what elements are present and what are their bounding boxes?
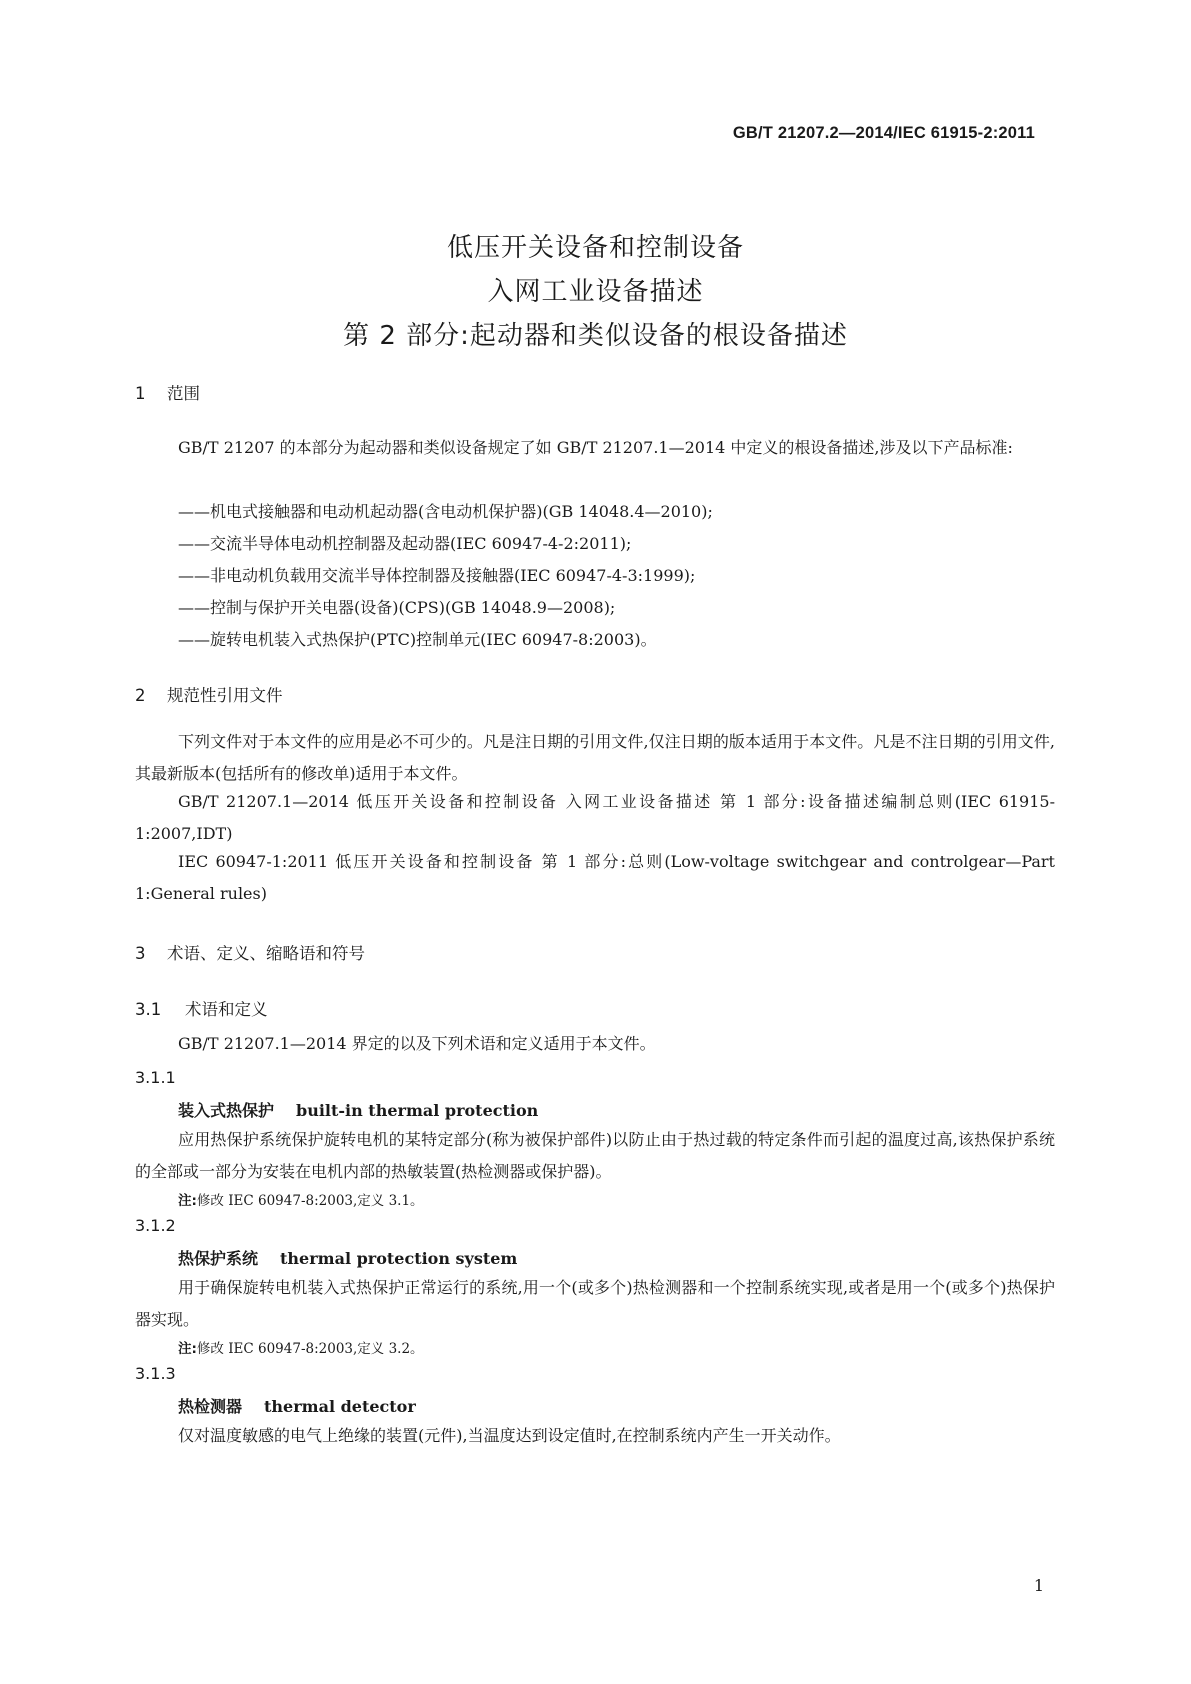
term-english: thermal detector — [264, 1397, 416, 1416]
note-label: 注: — [178, 1341, 197, 1357]
section-1-heading — [135, 380, 200, 404]
term-chinese: 装入式热保护 — [178, 1101, 275, 1120]
section-2-intro: 下列文件对于本文件的应用是必不可少的。凡是注日期的引用文件,仅注日期的版本适用于本文件。凡是不注日期的引用文件,其最新版本(包括所有的修改单)适用于本文件。 — [135, 732, 1055, 783]
term-entry — [178, 1098, 538, 1121]
section-number: 1 — [135, 384, 146, 403]
section-number: 3 — [135, 944, 146, 963]
title-line-2: 入网工业设备描述 — [487, 277, 704, 307]
normative-reference-1: GB/T 21207.1—2014 低压开关设备和控制设备 入网工业设备描述 第 1 部分:设备描述编制总则(IEC 61915-1:2007,IDT) — [135, 792, 1055, 843]
clause-number: 3.1.3 — [135, 1364, 176, 1383]
list-item: ——非电动机负载用交流半导体控制器及接触器(IEC 60947-4-3:1999); — [178, 566, 696, 585]
note-text: 修改 IEC 60947-8:2003,定义 3.1。 — [196, 1193, 424, 1209]
list-item: ——旋转电机装入式热保护(PTC)控制单元(IEC 60947-8:2003)。 — [178, 630, 657, 649]
term-note — [178, 1337, 424, 1357]
subsection-title: 术语和定义 — [185, 1000, 268, 1019]
document-title — [0, 226, 1191, 358]
subsection-3-1-heading — [135, 996, 268, 1020]
term-english: thermal protection system — [280, 1249, 518, 1268]
section-title: 术语、定义、缩略语和符号 — [167, 944, 365, 963]
clause-number: 3.1.1 — [135, 1068, 176, 1087]
list-item: ——机电式接触器和电动机起动器(含电动机保护器)(GB 14048.4—2010); — [178, 502, 713, 521]
note-label: 注: — [178, 1193, 197, 1209]
title-line-1: 低压开关设备和控制设备 — [446, 233, 744, 263]
note-text: 修改 IEC 60947-8:2003,定义 3.2。 — [196, 1341, 424, 1357]
term-note — [178, 1189, 424, 1209]
list-item: ——控制与保护开关电器(设备)(CPS)(GB 14048.9—2008); — [178, 598, 616, 617]
term-entry — [178, 1246, 517, 1269]
subsection-number: 3.1 — [135, 1000, 162, 1019]
term-entry — [178, 1394, 416, 1417]
term-definition: 应用热保护系统保护旋转电机的某特定部分(称为被保护部件)以防止由于热过载的特定条件而引起的温度过高,该热保护系统的全部或一部分为安装在电机内部的热敏装置(热检测器或保护器)。 — [135, 1130, 1055, 1181]
term-definition: 用于确保旋转电机装入式热保护正常运行的系统,用一个(或多个)热检测器和一个控制系统实现,或者是用一个(或多个)热保护器实现。 — [135, 1278, 1055, 1329]
term-english: built-in thermal protection — [296, 1101, 539, 1120]
normative-reference-2: IEC 60947-1:2011 低压开关设备和控制设备 第 1 部分:总则(Low-voltage switchgear and controlgear—Part 1:General rules) — [135, 852, 1055, 903]
term-chinese: 热检测器 — [178, 1397, 243, 1416]
section-title: 规范性引用文件 — [167, 686, 283, 705]
term-chinese: 热保护系统 — [178, 1249, 259, 1268]
section-3-heading — [135, 940, 365, 964]
section-1-intro: GB/T 21207 的本部分为起动器和类似设备规定了如 GB/T 21207.1—2014 中定义的根设备描述,涉及以下产品标准: — [178, 438, 1013, 457]
section-2-heading — [135, 682, 283, 706]
section-number: 2 — [135, 686, 146, 705]
section-title: 范围 — [167, 384, 200, 403]
standard-id: GB/T 21207.2—2014/IEC 61915-2:2011 — [732, 124, 1035, 142]
term-definition: 仅对温度敏感的电气上绝缘的装置(元件),当温度达到设定值时,在控制系统内产生一开关动作。 — [178, 1426, 841, 1445]
title-line-3: 第 2 部分:起动器和类似设备的根设备描述 — [343, 321, 848, 351]
list-item: ——交流半导体电动机控制器及起动器(IEC 60947-4-2:2011); — [178, 534, 632, 553]
page-number: 1 — [1033, 1576, 1044, 1595]
clause-number: 3.1.2 — [135, 1216, 176, 1235]
subsection-3-1-intro: GB/T 21207.1—2014 界定的以及下列术语和定义适用于本文件。 — [178, 1034, 656, 1053]
